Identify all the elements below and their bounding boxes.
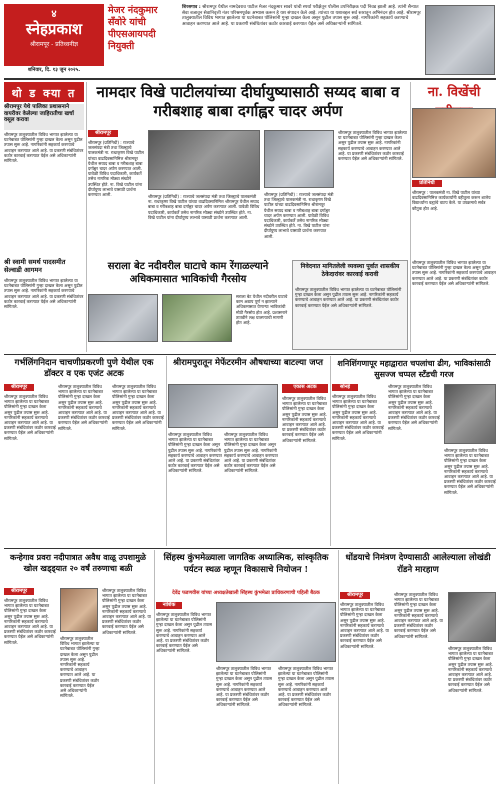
top-story-body-repeat: श्रीरामपूर तालुक्यातील विविध भागात झालेल्या या घटनेबाबत पोलिसांनी गुन्हा दाखल केला असून पुढील तपास सुरू आहे. नागरिकांनी सहकार्य करण्याचे आवाहन करण्यात आले आहे. या प्रकरणी संबंधितांवर कठोर कारवाई करण्यात येईल असे अधिकाऱ्यांनी सांगितले. xyxy=(182,10,421,27)
pune-headline: गर्भलिंगनिदान चाचणीप्रकरणी पुणे येथील एक डॉक्टर व एक एजंट अटक xyxy=(14,358,154,379)
simhastha-photo xyxy=(216,602,336,662)
col-line-2 xyxy=(410,82,411,352)
tag-nashik: नाशिक xyxy=(156,602,182,609)
officer-photo xyxy=(425,5,495,75)
dhondya-story-col1: श्रीरामपूर तालुक्यातील विविध भागात झालेल्या या घटनेबाबत पोलिसांनी गुन्हा दाखल केला असून पुढील तपास सुरू आहे. नागरिकांनी सहकार्य करण्याचे आवाहन करण्यात आले आहे. या प्रकरणी संबंधितांवर कठोर कारवाई करण्यात येईल असे अधिकाऱ्यांनी सांगितले. xyxy=(340,602,389,649)
river-story-col2: श्रीरामपूर तालुक्यातील विविध भागात झालेल्या या घटनेबाबत पोलिसांनी गुन्हा दाखल केला असून पुढील तपास सुरू आहे. नागरिकांनी सहकार्य करण्याचे आवाहन करण्यात आले आहे. या प्रकरणी संबंधितांवर कठोर कारवाई करण्यात येईल असे अधिकाऱ्यांनी सांगितले. xyxy=(60,636,100,699)
tag-shrirampur-1: श्रीरामपूर xyxy=(88,130,118,137)
river-headline: कन्हेगाव प्रवरा नदीपात्रात अवैध वाळू उपशामुळे खोल खड्ड्यात २० वर्षं तरुणाचा बळी xyxy=(10,552,146,573)
top-story-body: श्रीरामपूर येथील नामदेवराव पाटील मेजर नंदकुमार सावरे यांची स्पर्धा परीक्षेतून पोलीस उपनिरीक्षक पदी निवड झाली आहे. त्यांनी सैन्यात सेवा बजावून सेवानिवृत्ती नंतर परिश्रमपूर्वक अभ्यास करून हे यश संपादन केले आहे. त्यांच्या या यशाबद्दल सर्व स्तरातून अभिनंदन होत आहे. xyxy=(182,5,419,16)
tag-sonai: सोनई xyxy=(332,384,358,391)
shani-story-col1: श्रीरामपूर तालुक्यातील विविध भागात झालेल्या या घटनेबाबत पोलिसांनी गुन्हा दाखल केला असून पुढील तपास सुरू आहे. नागरिकांनी सहकार्य करण्याचे आवाहन करण्यात आले आहे. या प्रकरणी संबंधितांवर कठोर कारवाई करण्यात येईल असे अधिकाऱ्यांनी सांगितले. xyxy=(332,394,384,441)
bridge-box-headline: निवेदनात मागितलेली व्यवस्था पूर्वात शासकीय ठेकेदारांवर कारवाई करावी xyxy=(300,263,400,278)
bridge-photo-2 xyxy=(162,294,232,342)
bridge-headline: सराला बेट नदीवरील घाटाचे काम रेंगाळल्याने अधिकमासात भाविकांची गैरसोय xyxy=(107,261,269,285)
pune-story-col2: श्रीरामपूर तालुक्यातील विविध भागात झालेल्या या घटनेबाबत पोलिसांनी गुन्हा दाखल केला असून पुढील तपास सुरू आहे. नागरिकांनी सहकार्य करण्याचे आवाहन करण्यात आले आहे. या प्रकरणी संबंधितांवर कठोर कारवाई करण्यात येईल असे अधिकाऱ्यांनी सांगितले. xyxy=(58,384,110,431)
right-col-body: श्रीरामपूर तालुक्यातील विविध भागात झालेल्या या घटनेबाबत पोलिसांनी गुन्हा दाखल केला असून पुढील तपास सुरू आहे. नागरिकांनी सहकार्य करण्याचे आवाहन करण्यात आले आहे. या प्रकरणी संबंधितांवर कठोर कारवाई करण्यात येईल असे अधिकाऱ्यांनी सांगितले. xyxy=(412,260,496,286)
mid-divider-1 xyxy=(4,354,496,355)
tag-shrirampur-2: श्रीरामपूर xyxy=(4,384,34,391)
left-brief-headline: श्रीरामपूर येथे पालिका प्रशासनाने वायरीवर केलेल्या जाहिरातीचा खर्चा वसूल करावा xyxy=(4,104,84,130)
shani-headline: शनिशिंगणापूर महाद्वारात चपलांचा ढीग, भाविकांसाठी सुसज्ज चप्पल स्टँडची गरज xyxy=(337,358,491,379)
col-line-5 xyxy=(154,550,155,784)
dhondya-story-col2: श्रीरामपूर तालुक्यातील विविध भागात झालेल्या या घटनेबाबत पोलिसांनी गुन्हा दाखल केला असून पुढील तपास सुरू आहे. नागरिकांनी सहकार्य करण्याचे आवाहन करण्यात आले आहे. या प्रकरणी संबंधितांवर कठोर कारवाई करण्यात येईल असे अधिकाऱ्यांनी सांगितले. xyxy=(394,592,443,639)
river-story-col3: श्रीरामपूर तालुक्यातील विविध भागात झालेल्या या घटनेबाबत पोलिसांनी गुन्हा दाखल केला असून पुढील तपास सुरू आहे. नागरिकांनी सहकार्य करण्याचे आवाहन करण्यात आले आहे. या प्रकरणी संबंधितांवर कठोर कारवाई करण्यात येईल असे अधिकाऱ्यांनी सांगितले. xyxy=(102,588,151,635)
section-banner xyxy=(4,82,84,102)
tag-shrirampur-6: श्रीरामपूर xyxy=(340,592,370,599)
date-line: शनिवार, दि. १३ जुन २०२५. xyxy=(27,67,81,73)
shani-story-col3: श्रीरामपूर तालुक्यातील विविध भागात झालेल्या या घटनेबाबत पोलिसांनी गुन्हा दाखल केला असून पुढील तपास सुरू आहे. नागरिकांनी सहकार्य करण्याचे आवाहन करण्यात आले आहे. या प्रकरणी संबंधितांवर कठोर कारवाई करण्यात येईल असे अधिकाऱ्यांनी सांगितले. xyxy=(444,448,496,495)
col-line-4 xyxy=(330,356,331,546)
top-story xyxy=(182,5,422,75)
pune-story-col1: श्रीरामपूर तालुक्यातील विविध भागात झालेल्या या घटनेबाबत पोलिसांनी गुन्हा दाखल केला असून पुढील तपास सुरू आहे. नागरिकांनी सहकार्य करण्याचे आवाहन करण्यात आले आहे. या प्रकरणी संबंधितांवर कठोर कारवाई करण्यात येईल असे अधिकाऱ्यांनी सांगितले. xyxy=(4,394,56,441)
side-story: श्रीरामपूर : पालकमंत्री ना. विखे पाटील यांच्या वाढदिवसानिमित्त कार्यकर्त्यांनी वहीतुला करून शालेय विद्यार्थ्यांना वह्यांचे वाटप केले. या उपक्रमाचे सर्वत्र कौतुक होत आहे. xyxy=(412,190,491,211)
main-headline: नामदार विखे पाटीलयांच्या दीर्घायुष्यासाठी सय्यद बाबा व गरीबशाह बाबा दर्गाह्वर चादर अर्पण xyxy=(96,83,400,120)
top-headline: मेजर नंदकुमार सँवोरे यांची पीएसआयपदी नियुक्ती xyxy=(108,5,158,52)
main-photo-2 xyxy=(264,130,334,188)
main-story-col1: श्रीरामपूर (प्रतिनिधी) : राज्याचे जलसंपदा मंत्री तथा जिल्ह्याचे पालकमंत्री ना. राधाकृष्ण विखे पाटील यांच्या वाढदिवसानिमित्त श्रीरामपूर येथील सय्यद बाबा व गरीबशाह बाबा दर्गाह्वर चादर अर्पण करण्यात आली. यावेळी विविध पदाधिकारी, कार्यकर्ते तसेच नागरिक मोठ्या संख्येने उपस्थित होते. ना. विखे पाटील यांना दीर्घायुष्य लाभावे यासाठी प्रार्थना करण्यात आली. xyxy=(88,140,144,198)
medical-story-col1: श्रीरामपूर तालुक्यातील विविध भागात झालेल्या या घटनेबाबत पोलिसांनी गुन्हा दाखल केला असून पुढील तपास सुरू आहे. नागरिकांनी सहकार्य करण्याचे आवाहन करण्यात आले आहे. या प्रकरणी संबंधितांवर कठोर कारवाई करण्यात येईल असे अधिकाऱ्यांनी सांगितले. xyxy=(168,432,222,474)
bridge-story: सराला बेट येथील नदीवरील घाटाचे काम अद्याप पूर्ण न झाल्याने अधिकमासात येणाऱ्या भाविकांची मोठी गैरसोय होत आहे. प्रशासनाने तातडीने लक्ष घालण्याची मागणी होत आहे. xyxy=(236,294,288,326)
main-story-col2: श्रीरामपूर (प्रतिनिधी) : राज्याचे जलसंपदा मंत्री तथा जिल्ह्याचे पालकमंत्री ना. राधाकृष्ण विखे पाटील यांच्या वाढदिवसानिमित्त श्रीरामपूर येथील सय्यद बाबा व गरीबशाह बाबा दर्गाह्वर चादर अर्पण करण्यात आली. यावेळी विविध पदाधिकारी, कार्यकर्ते तसेच नागरिक मोठ्या संख्येने उपस्थित होते. ना. विखे पाटील यांना दीर्घायुष्य लाभावे यासाठी प्रार्थना करण्यात आली. xyxy=(148,194,260,220)
col-line-1 xyxy=(86,82,87,352)
simhastha-subheadline: देवेंद्र फडणवीस यांच्या अध्यक्षतेखाली सिंहस्थ कुंभमेळा प्राधिकरणाची पहिली बैठक xyxy=(172,590,320,596)
ekach-atak-tag: एकास अटक xyxy=(282,384,328,393)
medical-photo xyxy=(168,384,278,428)
pune-story-col3: श्रीरामपूर तालुक्यातील विविध भागात झालेल्या या घटनेबाबत पोलिसांनी गुन्हा दाखल केला असून पुढील तपास सुरू आहे. नागरिकांनी सहकार्य करण्याचे आवाहन करण्यात आले आहे. या प्रकरणी संबंधितांवर कठोर कारवाई करण्यात येईल असे अधिकाऱ्यांनी सांगितले. xyxy=(112,384,164,431)
mid-divider-2 xyxy=(4,548,496,549)
masthead xyxy=(4,4,104,66)
simhastha-story-col1: श्रीरामपूर तालुक्यातील विविध भागात झालेल्या या घटनेबाबत पोलिसांनी गुन्हा दाखल केला असून पुढील तपास सुरू आहे. नागरिकांनी सहकार्य करण्याचे आवाहन करण्यात आले आहे. या प्रकरणी संबंधितांवर कठोर कारवाई करण्यात येईल असे अधिकाऱ्यांनी सांगितले. xyxy=(156,612,212,654)
col-line-3 xyxy=(166,356,167,546)
section-banner-label: थो ड क्या त xyxy=(11,87,77,100)
left-brief2-headline: श्री स्वामी समर्थ पादसमीत सेल्वाडी आगमन xyxy=(4,258,66,274)
bridge-box-body: श्रीरामपूर तालुक्यातील विविध भागात झालेल्या या घटनेबाबत पोलिसांनी गुन्हा दाखल केला असून पुढील तपास सुरू आहे. नागरिकांनी सहकार्य करण्याचे आवाहन करण्यात आले आहे. या प्रकरणी संबंधितांवर कठोर कारवाई करण्यात येईल असे अधिकाऱ्यांनी सांगितले. xyxy=(295,287,402,308)
left-brief-body: श्रीरामपूर तालुक्यातील विविध भागात झालेल्या या घटनेबाबत पोलिसांनी गुन्हा दाखल केला असून पुढील तपास सुरू आहे. नागरिकांनी सहकार्य करण्याचे आवाहन करण्यात आले आहे. या प्रकरणी संबंधितांवर कठोर कारवाई करण्यात येईल असे अधिकाऱ्यांनी सांगितले. xyxy=(4,132,84,164)
main-story-col3: श्रीरामपूर (प्रतिनिधी) : राज्याचे जलसंपदा मंत्री तथा जिल्ह्याचे पालकमंत्री ना. राधाकृष्ण विखे पाटील यांच्या वाढदिवसानिमित्त श्रीरामपूर येथील सय्यद बाबा व गरीबशाह बाबा दर्गाह्वर चादर अर्पण करण्यात आली. यावेळी विविध पदाधिकारी, कार्यकर्ते तसेच नागरिक मोठ्या संख्येने उपस्थित होते. ना. विखे पाटील यांना दीर्घायुष्य लाभावे यासाठी प्रार्थना करण्यात आली. xyxy=(264,192,334,239)
bridge-box xyxy=(292,260,408,350)
shani-story-col2: श्रीरामपूर तालुक्यातील विविध भागात झालेल्या या घटनेबाबत पोलिसांनी गुन्हा दाखल केला असून पुढील तपास सुरू आहे. नागरिकांनी सहकार्य करण्याचे आवाहन करण्यात आले आहे. या प्रकरणी संबंधितांवर कठोर कारवाई करण्यात येईल असे अधिकाऱ्यांनी सांगितले. xyxy=(388,384,440,431)
simhastha-headline: सिंहस्थ कुंभमेळ्याला जागतिक अध्यात्मिक, सांस्कृतिक पर्यटन स्थळ म्हणून विकासाचे नियोजन ! xyxy=(163,553,329,575)
side-headline: ना. विखेंची xyxy=(427,85,481,100)
main-story-col4: श्रीरामपूर तालुक्यातील विविध भागात झालेल्या या घटनेबाबत पोलिसांनी गुन्हा दाखल केला असून पुढील तपास सुरू आहे. नागरिकांनी सहकार्य करण्याचे आवाहन करण्यात आले आहे. या प्रकरणी संबंधितांवर कठोर कारवाई करण्यात येईल असे अधिकाऱ्यांनी सांगितले. xyxy=(338,130,407,162)
dhondya-headline: धोंडयाचे निमंत्रण देण्यासाठी आलेल्याला लोखंडी रॉडने मारहाण xyxy=(345,553,491,575)
simhastha-story-col3: श्रीरामपूर तालुक्यातील विविध भागात झालेल्या या घटनेबाबत पोलिसांनी गुन्हा दाखल केला असून पुढील तपास सुरू आहे. नागरिकांनी सहकार्य करण्याचे आवाहन करण्यात आले आहे. या प्रकरणी संबंधितांवर कठोर कारवाई करण्यात येईल असे अधिकाऱ्यांनी सांगितले. xyxy=(278,666,334,708)
dhondya-story-col3: श्रीरामपूर तालुक्यातील विविध भागात झालेल्या या घटनेबाबत पोलिसांनी गुन्हा दाखल केला असून पुढील तपास सुरू आहे. नागरिकांनी सहकार्य करण्याचे आवाहन करण्यात आले आहे. या प्रकरणी संबंधितांवर कठोर कारवाई करण्यात येईल असे अधिकाऱ्यांनी सांगितले. xyxy=(448,646,494,693)
issue-number: ४ xyxy=(51,9,57,20)
newspaper-subtitle: श्रीरामपूर - प्रतिध्वनीज्ञ xyxy=(30,41,78,48)
side-photo xyxy=(412,108,496,178)
river-photo xyxy=(60,588,98,632)
shani-photo xyxy=(444,384,496,444)
bridge-photo-1 xyxy=(88,294,158,342)
dhondya-photo xyxy=(448,592,496,642)
river-story-col1: श्रीरामपूर तालुक्यातील विविध भागात झालेल्या या घटनेबाबत पोलिसांनी गुन्हा दाखल केला असून पुढील तपास सुरू आहे. नागरिकांनी सहकार्य करण्याचे आवाहन करण्यात आले आहे. या प्रकरणी संबंधितांवर कठोर कारवाई करण्यात येईल असे अधिकाऱ्यांनी सांगितले. xyxy=(4,598,56,645)
newspaper-title: स्नेहप्रकाश xyxy=(25,20,83,38)
tag-shrirampur-3: श्रीरामपूर xyxy=(4,588,34,595)
tag-pratinidhi-1: प्रतिनिधी xyxy=(412,180,442,187)
col-line-6 xyxy=(338,550,339,784)
left-brief2-body: श्रीरामपूर तालुक्यातील विविध भागात झालेल्या या घटनेबाबत पोलिसांनी गुन्हा दाखल केला असून पुढील तपास सुरू आहे. नागरिकांनी सहकार्य करण्याचे आवाहन करण्यात आले आहे. या प्रकरणी संबंधितांवर कठोर कारवाई करण्यात येईल असे अधिकाऱ्यांनी सांगितले. xyxy=(4,278,84,310)
simhastha-story-col2: श्रीरामपूर तालुक्यातील विविध भागात झालेल्या या घटनेबाबत पोलिसांनी गुन्हा दाखल केला असून पुढील तपास सुरू आहे. नागरिकांनी सहकार्य करण्याचे आवाहन करण्यात आले आहे. या प्रकरणी संबंधितांवर कठोर कारवाई करण्यात येईल असे अधिकाऱ्यांनी सांगितले. xyxy=(216,666,272,708)
medical-story-col2: श्रीरामपूर तालुक्यातील विविध भागात झालेल्या या घटनेबाबत पोलिसांनी गुन्हा दाखल केला असून पुढील तपास सुरू आहे. नागरिकांनी सहकार्य करण्याचे आवाहन करण्यात आले आहे. या प्रकरणी संबंधितांवर कठोर कारवाई करण्यात येईल असे अधिकाऱ्यांनी सांगितले. xyxy=(224,432,278,474)
top-story-dateline: शिरसगाव : xyxy=(182,5,201,10)
medical-headline: श्रीरामपुरातून मेफेंटरमीन औषधाच्या बाटल्या जप्त xyxy=(173,358,323,368)
medical-story-col3: श्रीरामपूर तालुक्यातील विविध भागात झालेल्या या घटनेबाबत पोलिसांनी गुन्हा दाखल केला असून पुढील तपास सुरू आहे. नागरिकांनी सहकार्य करण्याचे आवाहन करण्यात आले आहे. या प्रकरणी संबंधितांवर कठोर कारवाई करण्यात येईल असे अधिकाऱ्यांनी सांगितले. xyxy=(282,396,328,443)
top-divider xyxy=(4,78,496,80)
main-photo-1 xyxy=(148,130,260,190)
